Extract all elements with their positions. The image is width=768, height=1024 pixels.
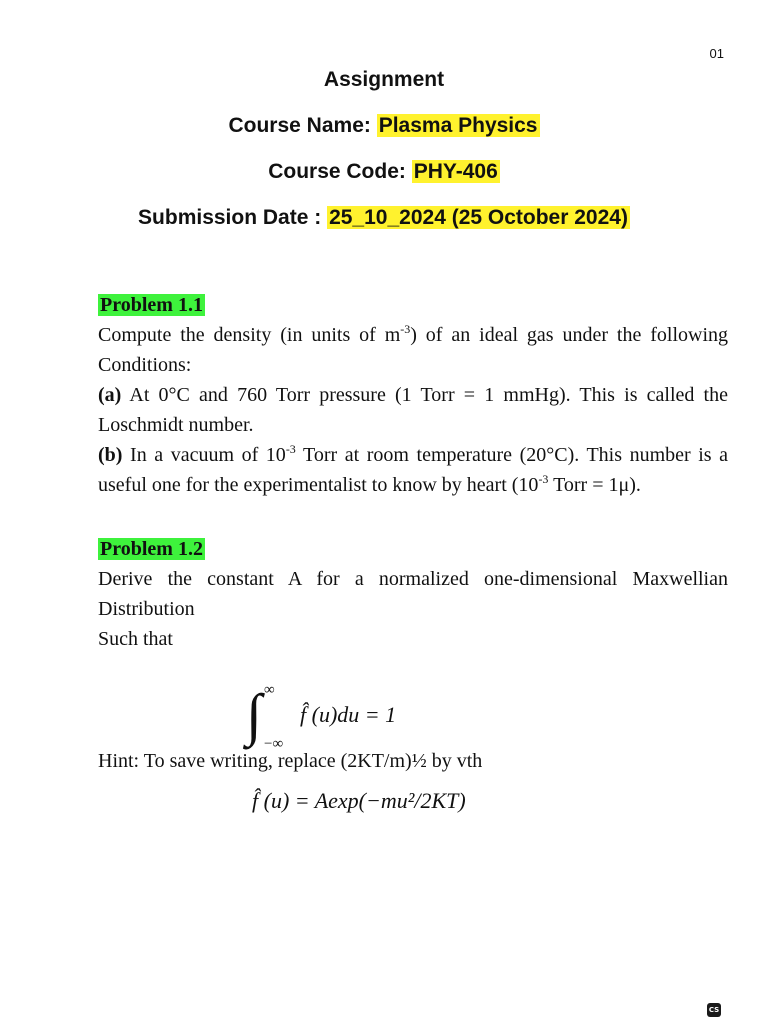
part-b-label: (b) xyxy=(98,444,123,466)
integral-body: f̂ (u)du = 1 xyxy=(300,702,397,727)
intro-text-a: Compute the density (in units of m xyxy=(98,324,401,346)
problem-1-1-part-b xyxy=(98,440,728,500)
course-name-line xyxy=(0,110,768,156)
course-code-value: PHY-406 xyxy=(413,160,498,183)
part-a-label: (a) xyxy=(98,384,122,406)
part-b-superscript-2: -3 xyxy=(538,472,549,486)
part-b-text-1: In a vacuum of 10 xyxy=(130,444,286,466)
part-b-superscript-1: -3 xyxy=(285,442,296,456)
problem-1-2-line-2: Such that xyxy=(98,628,173,650)
integral-upper-limit: ∞ xyxy=(264,682,275,698)
problem-1-2 xyxy=(98,534,728,654)
part-b-text-2: Torr at room temperature (20°C). This number is a useful one for the experimentalist to know by heart (10 xyxy=(98,444,729,496)
intro-text-b: ) of an ideal gas under the following Conditions: xyxy=(98,324,728,376)
course-name-value: Plasma Physics xyxy=(378,114,538,137)
integral-lower-limit: −∞ xyxy=(264,736,284,752)
assignment-title: Assignment xyxy=(323,68,445,91)
part-a-text: At 0°C and 760 Torr pressure (1 Torr = 1 mmHg). This is called the Loschmidt number. xyxy=(98,384,728,436)
problem-1-1 xyxy=(98,290,728,500)
hint-line: Hint: To save writing, replace (2KT/m)½ by vth xyxy=(98,750,483,772)
intro-superscript: -3 xyxy=(400,322,411,336)
maxwellian-equation: f̂ (u) = Aexp(−mu²/2KT) xyxy=(252,788,466,813)
assignment-header xyxy=(0,64,768,248)
integral-sign: ∫ xyxy=(246,682,262,747)
normalization-integral xyxy=(246,680,546,756)
problem-1-1-intro xyxy=(98,320,728,380)
submission-date-label: Submission Date : xyxy=(138,206,322,229)
problem-1-2-title: Problem 1.2 xyxy=(100,538,203,560)
problem-1-1-part-a xyxy=(98,380,728,440)
problem-1-2-line-1: Derive the constant A for a normalized one-dimensional Maxwellian Distribution xyxy=(98,568,728,620)
course-code-label: Course Code: xyxy=(268,160,406,183)
page-number: 01 xyxy=(709,46,724,61)
course-name-label: Course Name: xyxy=(228,114,371,137)
course-code-line xyxy=(0,156,768,202)
submission-date-value: 25_10_2024 (25 October 2024) xyxy=(329,206,628,229)
problem-1-1-title: Problem 1.1 xyxy=(100,294,203,316)
camscanner-watermark-icon: CS xyxy=(707,1003,721,1017)
part-b-text-3: Torr = 1μ). xyxy=(553,474,641,496)
submission-date-line xyxy=(0,202,768,248)
